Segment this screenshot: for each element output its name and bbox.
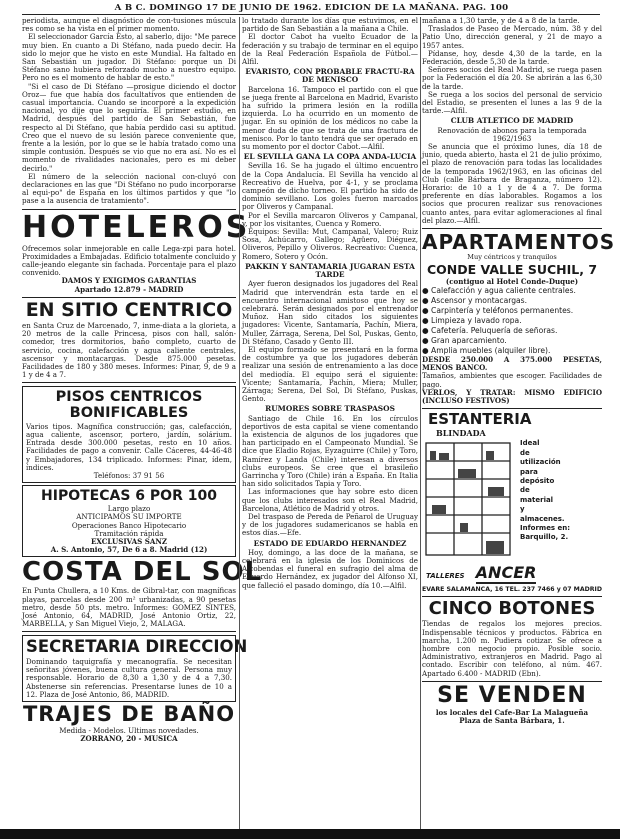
brand-name: ANCER [475,563,537,583]
column-middle [242,17,418,829]
ad-body: Ofrecemos solar inmejorable en calle Lega-zpi para hotel. Proximidades a Embajadas. Edificio totalmente concluido y calle-jeando elegante sin fachada. Porcentaje para el plazo convenido. [22,243,236,278]
paragraph: Equipos: Sevilla: Mut, Campanal, Valero; Ruiz Sosa, Achúcarro, Gallego; Agüero, Diéguez, Oliveros, Pepillo y Oliveros. Recreativo: Cuenca, Romero, Sotero y Ocón. [242,227,418,261]
ad-line: depósito [520,477,555,486]
ad-se-venden [422,682,602,726]
ad-line: Plaza de Santa Bárbara, 1. [459,716,565,726]
list-item: ● Limpieza y lavado ropa. [422,316,522,325]
ad-costa-del-sol [22,557,263,629]
ad-contact: ZORRANO, 20 - MUSICA [80,734,178,744]
article-headline: CLUB ATLETICO DE MADRID [450,116,574,126]
ad-line: ANTICIPAMOS SU IMPORTE [76,512,182,522]
ad-contact: Apartado 12.879 - MADRID [74,284,184,294]
ad-street: CONDE VALLE SUCHIL, 7 [426,261,598,277]
paragraph: El seleccionador García Esto, al saberlo, dijo: "Me parece muy bien. En cuanto a Di Stéfano, nada puedo decir. Ha sido lo mejor que he visto en este Mundial. Ha faltado en San Sebastián un jugador. Di Stéfano: porque un Di Stéfano sano hubiera reforzado mucho a nuestro equipo. Pero no es el momento de hablar de esto." [22,32,236,83]
column-right [422,16,616,829]
ad-terms: Tamaños, ambientes que escoger. Facilidades de pago. [422,371,602,389]
paragraph: mañana a 1,30 tarde, y de 4 a 8 de la tarde. [422,16,580,25]
ad-line: de [520,448,530,457]
bullet-icon: ● [422,336,432,345]
divider [22,297,236,298]
paragraph: Ayer fueron designados los jugadores del Real Madrid que intervendrán esta tarde en el encuentro internacional amistoso que hoy se celebrará. Serán designados por el entrenador Muñoz. Han sido citados los siguientes jugadores: Vicente, Santamaría, Pachín, Miera, Muller, Zárraga, Serena, Del Sol, Puskas, Gento, Di Stéfano, Casado y Gento III. [242,279,418,346]
ad-near: (contiguo al Hotel Conde-Duque) [445,276,579,286]
ad-title: ESTANTERIA [428,410,532,429]
ad-body: En Punta Chullera, a 10 Kms. de Gibral-tar, con magníficas playas, parcelas desde 200 m² urbanizadas, a 90 pesetas metro, desde 50 pts. metro. Informes: GOMEZ SINTES, José Antonio, 64, MADRID, José Antonio Ortiz, 22, MARBELLA, y San Miguel Viejo, 2, MALAGA. [22,586,236,629]
ad-line: de [520,486,530,495]
bullet-icon: ● [422,326,432,335]
ad-body: Tiendas de regalos los mejores precios. Indispensable técnicos y productos. Fábrica en marcha, 1.200 m. Pudiera cotizar. Se ofrece a hombre con negocio propio. Posible socio. Administrativo, extranjeros en Madrid. Pago al contado. Escribir con teléfono, al núm. 467. Apartado 6.400 - MADRID (Ebn). [422,619,602,678]
ad-title: PISOS CENTRICOS BONIFICABLES [55,389,203,421]
list-item: ● Calefacción y agua caliente centrales. [422,286,576,295]
paragraph: Pídanse, hoy, desde 4,30 de la tarde, en la Federación, desde 5,30 de la tarde. [422,48,602,67]
divider [422,408,602,409]
paragraph: Señores socios del Real Madrid, se ruega pasen por la Federación el día 20. Se abrirán a las 6,30 de la tarde. [422,65,602,91]
list-item: ● Gran aparcamiento. [422,336,507,345]
list-item: ● Amplia muebles (alquiler libre). [422,346,551,355]
article-headline: ESTADO DE EDUARDO HERNANDEZ [253,538,407,548]
bullet-icon: ● [422,306,432,315]
ad-pisos-centricos [22,386,236,483]
page-bottom-edge [0,829,620,839]
ad-line: para [520,467,538,476]
ad-title: EN SITIO CENTRICO [25,298,233,321]
article-headline: RUMORES SOBRE TRASPASOS [265,404,395,414]
ad-line: Barquillo, 2. [520,533,569,542]
ad-body: Varios tipos. Magnífica construcción; gas, calefacción, agua caliente, ascensor, portero, jardín, solárium. Entrada desde 300.000 pesetas, resto en 10 años. Facilidades de pago a convenir. Calle Cáceres, 44-46-48 y Embajadores, 134 triplicado. Informes: Pinar, ídem, índices. [26,421,232,472]
article-subhead: Renovación de abonos para la temporada 1962/1963 [437,125,587,143]
ad-line: Informes en: [520,524,571,533]
article-headline: EL SEVILLA GANA LA COPA ANDA-LUCIA [243,152,417,162]
paragraph: Sevilla 16. Se ha jugado el último encuentro de la Copa Andalucía. El Sevilla ha vencido al Recreativo de Huelva, por 4-1, y se proclama campeón de dicho torneo. El partido ha sido de dominio sevillano. Los goles fueron marcados por Oliveros y Campanal. [242,161,418,212]
ad-estanteria [422,412,602,593]
divider [22,382,236,383]
paragraph: El doctor Cabot ha vuelto Ecuador de la federación y su trabajo de terminar en el equipo de la Real Federación Española de Fútbol.—Alfil. [242,32,418,67]
ad-title: HIPOTECAS 6 POR 100 [41,488,217,505]
ad-line: los locales del Cafe-Bar La Malagueña [435,707,589,717]
ad-line: EXCLUSIVAS SANZ [91,536,167,546]
ad-secretaria [22,635,248,702]
article-headline: PAKKIN Y SANTAMARIA JUGARAN ESTA TARDE [245,261,415,280]
bullet-icon: ● [422,316,432,325]
paragraph: Hoy, domingo, a las doce de la mañana, se celebrará en la iglesia de los Dominicos de Alcobendas el funeral en sufragio del alma de Eduardo Hernández, ex jugador del Alfonso XI, que falleció el pasado domingo, día 10.—Alfil. [242,547,418,590]
paragraph: Traslados de Paseo de Mercado, núm. 38 y del Patio Uno, dirección general, y 21 de mayo a 1957 antes. [422,24,602,50]
ad-title: CINCO BOTONES [428,598,596,620]
ad-phones: Teléfonos: 37 91 56 [93,470,165,480]
ad-apartamentos [422,230,616,406]
ad-visit: VERLOS, Y TRATAR: MISMO EDIFICIO (INCLUSO FESTIVOS) [422,387,602,406]
ad-features [520,439,602,559]
ad-subtitle: BLINDADA [436,428,486,439]
ad-title: SE VENDEN [437,682,587,708]
divider [422,228,602,229]
paragraph: Por el Sevilla marcaron Oliveros y Campanal, y, por los visitantes, Cuenca y Romero. [242,210,418,228]
column-rule [239,17,240,829]
ad-cinco-botones [422,600,602,677]
bullet-icon: ● [422,346,432,355]
list-item: ● Cafetería. Peluquería de señoras. [422,326,558,335]
divider [422,596,602,597]
ad-brand-logo [426,563,602,584]
ad-title: APARTAMENTOS [422,230,616,255]
shelf-illustration-icon [422,439,514,559]
paragraph: "Si el caso de Di Stéfano —prosigue diciendo el doctor Oroz— fue que había dos facultativos que entienden de casual importancia. Cuando se incorporé a la expedición nacional, yo dije que lo seguiría. El primer estudio, en Madrid, después del partido de San Sebastián, fue respecto al Di Stéfano, que había perdido casi su aptitud. Creo que el nuevo de su lesión parece conveniente que, frente a la lesión, por lo que se le había tratado como una simple contusión. Después se vio que no era así. No es el momento de rivalidades nacionales, pero es mi deber decirlo." [22,81,236,173]
page-header: A B C. DOMINGO 17 DE JUNIO DE 1962. EDICION DE LA MAÑANA. PAG. 100 [114,3,509,13]
list-item: ● Carpintería y teléfonos permanentes. [422,306,574,315]
paragraph: periodista, aunque el diagnóstico de con-tusiones múscula res como se ha vista en el primer momento. [22,16,236,34]
ad-line: material [520,495,554,504]
article-di-stefano [22,17,236,206]
ad-hipotecas [22,485,236,557]
article-headline: EVARISTO, CON PROBABLE FRACTU-RA DE MENISCO [245,67,415,85]
paragraph: Se anuncia que el próximo lunes, día 18 de junio, queda abierto, hasta el 21 de julio próximo, el plazo de renovación para todas las localidades de la temporada 1962/1963, en las oficinas del Club (calle Bárbara de Braganza, número 12). Horario: de 10 a 1 y de 4 a 7. De forma preferente en días laborables. Rogamos a los socios que procuren realizar sus renovaciones cuanto antes, para evitar aglomeraciones al final del plazo.—Alfil. [422,142,602,225]
ad-line: Tramitación rápida [94,528,164,538]
ad-line: Medida - Modelos. Ultimas novedades. [59,725,199,735]
paragraph: Se ruega a los socios del personal de servicio del Estadio, se presenten el lunes a las 9 de la tarde.—Alfil. [422,89,602,116]
ad-trajes-de-bano [22,701,236,744]
ad-contact: A. S. Antonio, 57, De 6 a 8. Madrid (12) [50,545,208,555]
ad-subtitle: Muy céntricos y tranquilos [467,253,557,262]
paragraph: Las informaciones que hay sobre esto dicen que los clubs interesados son el Real Madrid, Barcelona, Atlético de Madrid y otros. [242,487,418,513]
ad-body: Dominando taquigrafía y mecanografía. Se necesitan señoritas jóvenes, buena cultura general. Persona muy responsable. Horario de 8,30 a 1,30 y de 4 a 7,30. Abstenerse sin referencias. Presentarse lunes de 10 a 12. Plaza de José Antonio, 86, MADRID. [26,656,232,699]
header-rule [22,14,600,15]
ad-line: DAMOS Y EXIGIMOS GARANTIAS [61,276,197,286]
ad-line: Largo plazo [107,504,151,514]
ad-line: y [520,505,525,514]
bullet-icon: ● [422,286,432,295]
column-rule [420,17,421,829]
ad-body: en Santa Cruz de Marcenado, 7, inme-diata a la glorieta, a 20 metros de la calle Princesa, pisos con hall, salón-comedor, tres dormitorios, baño completo, cuarto de servicio, cocina, calefacción y agua caliente centrales, ascensor y montacargas. Desde 875.000 pesetas. Facilidades de 180 y 380 meses. Informes: Pinar, 9, de 9 a 1 y de 4 a 7. [22,320,236,380]
brand-prefix: TALLERES [426,572,465,581]
paragraph: Barcelona 16. Tampoco el partido con el que se juega frente al Barcelona en Madrid, Evaristo ha sufrido la primera lesión en la rodilla izquierda. Lo ha ocurrido en un momento de jugar. En su opinión de los médicos no cabe la menor duda de que se trata de una fractura de menisco. Por lo tanto tendrá que ser operado en su momento por el doctor Cabot.—Alfil. [242,84,418,152]
ad-line: almacenes. [520,514,565,523]
ad-title: SECRETARIA DIRECCION [26,637,248,657]
list-item: ● Ascensor y montacargas. [422,296,528,305]
bullet-icon: ● [422,296,432,305]
ad-price: DESDE 250.000 A 375.000 PESETAS, MENOS BANCO. [422,355,602,373]
divider [22,631,236,632]
column-left [22,16,263,829]
ad-line: Ideal [520,439,540,448]
ad-footer: EVARE SALAMANCA, 16 TEL. 237 7466 y 07 MADRID [422,586,602,594]
divider [422,681,602,682]
ad-feature-list [422,286,602,356]
paragraph: Del traspaso de Pereda de Peñarol de Uruguay y de los jugadores sudamericanos se habla en estos días.—Efe. [242,511,418,538]
paragraph: Santiago de Chile 16. En los círculos deportivos de esta capital se viene comentando la existencia de algunos de los jugadores que han participado en el Campeonato Mundial. Se dice que Eladio Rojas, Eyzaguirre (Chile) y Toro, Ramírez y Landa (Chile) interesan a diversos clubs europeos. Se cree que el brasileño Garrincha y Toro (Chile) irán a España. En Italia han sido solicitados Tapia y Toro. [242,413,418,489]
ad-title: TRAJES DE BAÑO [22,701,236,726]
paragraph: lo tratado durante los días que estuvimos, en el partido de San Sebastián a la mañana a Chile. [242,16,418,34]
ad-sitio-centrico [22,298,236,380]
ad-line: Operaciones Banco Hipotecario [71,520,187,530]
ad-line: utilización [520,458,561,467]
ad-title: HOTELEROS [22,209,251,245]
paragraph: El equipo formado se presentará en la forma de costumbre ya que los jugadores deberán realizar una sesión de entrenamiento a las doce del mediodía. El equipo será el siguiente: Vicente; Santamaría, Pachín, Miera; Muller, Zárraga; Serena, Del Sol, Di Stéfano, Puskas, Gento. [242,344,418,404]
paragraph: El número de la selección nacional con-cluyó con declaraciones en las que "Di Stéfano no pudo incorporarse al equi-po" de España en los últimos partidos y que "lo pase a la ausencia de tratamiento". [22,171,236,206]
ad-title: COSTA DEL SOL [22,557,263,588]
ad-body [422,439,602,559]
ad-hoteleros [22,209,251,294]
